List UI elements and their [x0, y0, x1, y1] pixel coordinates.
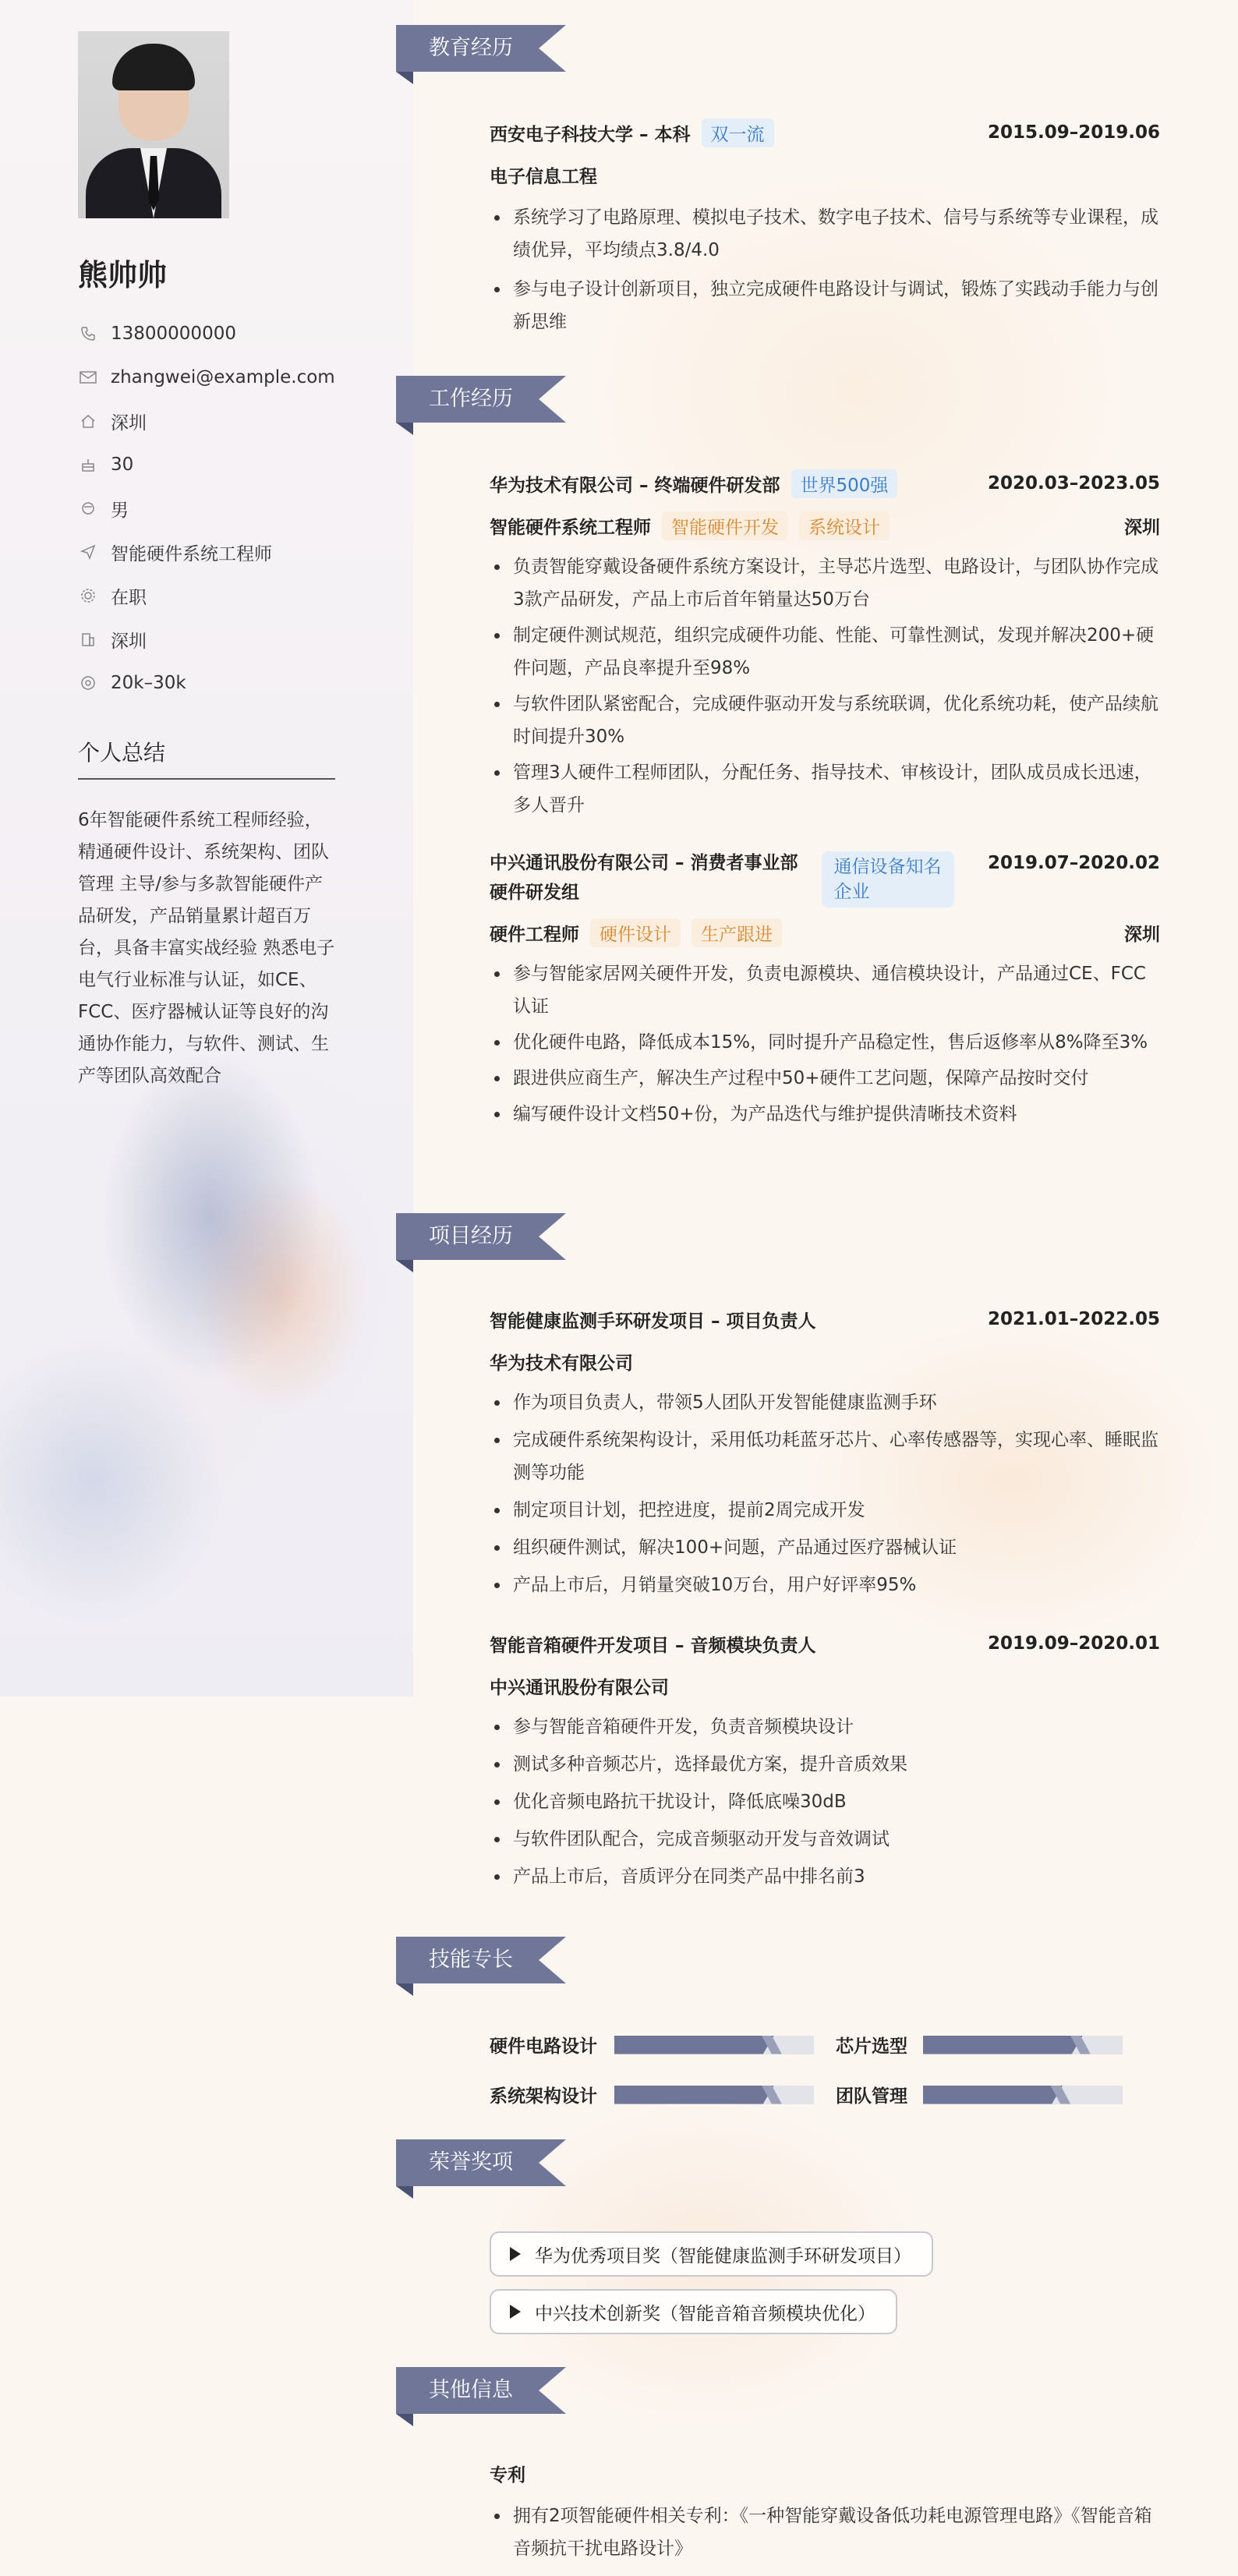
phone-text: 13800000000: [111, 324, 236, 344]
project-company: 中兴通讯股份有限公司: [490, 1677, 669, 1698]
info-phone: [78, 312, 390, 356]
gender-icon: [78, 498, 98, 518]
list-item: 管理3人硬件工程师团队，分配任务、指导技术、审核设计，团队成员成长迅速，多人晋升: [490, 756, 1160, 822]
list-item: 优化硬件电路，降低成本15%，同时提升产品稳定性，售后返修率从8%降至3%: [490, 1026, 1160, 1059]
summary-title: 个人总结: [78, 740, 166, 766]
skill-name: 芯片选型: [836, 2036, 907, 2057]
email-text: zhangwei@example.com: [111, 367, 335, 387]
role-tag: 硬件设计: [590, 918, 681, 947]
other-subtitle: 专利: [490, 2465, 525, 2486]
profile-photo: [78, 31, 229, 218]
cake-icon: [78, 455, 98, 475]
work-bullets: [490, 957, 1160, 1131]
work-city: 深圳: [1124, 924, 1160, 945]
section-title: 荣誉奖项: [429, 2150, 513, 2174]
info-status: [78, 574, 390, 617]
work-date: 2020.03–2023.05: [987, 473, 1160, 494]
role-tag: 智能硬件开发: [662, 511, 788, 540]
play-icon: [510, 2247, 521, 2261]
list-item: 测试多种音频芯片，选择最优方案，提升音质效果: [490, 1748, 1160, 1781]
skill-name: 硬件电路设计: [490, 2036, 597, 2057]
section-title: 项目经历: [429, 1224, 513, 1248]
list-item: 系统学习了电路原理、模拟电子技术、数字电子技术、信号与系统等专业课程，成绩优异，平均绩点3.8/4.0: [490, 201, 1160, 267]
project-bullets: [490, 1711, 1160, 1893]
school-badge: 双一流: [702, 119, 774, 147]
position-text: 智能硬件系统工程师: [111, 543, 272, 564]
list-item: 与软件团队紧密配合，完成硬件驱动开发与系统联调，优化系统功耗，使产品续航时间提升30%: [490, 688, 1160, 753]
send-icon: [78, 542, 98, 562]
other-bullets: [490, 2500, 1160, 2565]
award-item: 中兴技术创新奖（智能音箱音频模块优化）: [490, 2289, 897, 2334]
list-item: 完成硬件系统架构设计，采用低功耗蓝牙芯片、心率传感器等，实现心率、睡眠监测等功能: [490, 1424, 1160, 1489]
skill-item: [836, 2082, 1123, 2107]
age-text: 30: [111, 455, 134, 475]
education-block: [490, 117, 1160, 338]
project-title: 智能健康监测手环研发项目 – 项目负责人: [490, 1311, 816, 1332]
skill-bar: [923, 2086, 1123, 2104]
list-item: 跟进供应商生产，解决生产过程中50+硬件工艺问题，保障产品按时交付: [490, 1062, 1160, 1095]
list-item: 产品上市后，月销量突破10万台，用户好评率95%: [490, 1569, 1160, 1601]
project-company: 华为技术有限公司: [490, 1353, 633, 1374]
gender-text: 男: [111, 500, 129, 521]
info-gender: [78, 487, 390, 530]
info-target-city: [78, 617, 390, 661]
info-position: [78, 530, 390, 574]
skill-bar: [923, 2036, 1123, 2054]
project-date: 2021.01–2022.05: [987, 1309, 1160, 1329]
section-title: 技能专长: [429, 1948, 513, 1972]
education-major: 电子信息工程: [490, 166, 597, 187]
contact-info: [78, 312, 390, 705]
profile-name: 熊帅帅: [78, 258, 168, 292]
project-bullets: [490, 1386, 1160, 1601]
coin-icon: [78, 673, 98, 693]
summary-text: 6年智能硬件系统工程师经验，精通硬件设计、系统架构、团队管理 主导/参与多款智能硬件产品研发，产品销量累计超百万台，具备丰富实战经验 熟悉电子电气行业标准与认证，如CE、FCC、医疗器械认证等良好的沟通协作能力，与软件、测试、生产等团队高效配合: [78, 810, 335, 1086]
list-item: 与软件团队配合，完成音频驱动开发与音效调试: [490, 1823, 1160, 1856]
info-age: [78, 443, 390, 487]
mail-icon: [78, 367, 98, 387]
company-badge: 世界500强: [791, 469, 898, 498]
role-tag: 系统设计: [799, 511, 890, 540]
home-icon: [78, 411, 98, 431]
section-title: 工作经历: [429, 387, 513, 411]
work-company: 中兴通讯股份有限公司 – 消费者事业部 硬件研发组: [490, 853, 798, 903]
list-item: 产品上市后，音质评分在同类产品中排名前3: [490, 1860, 1160, 1893]
project-title: 智能音箱硬件开发项目 – 音频模块负责人: [490, 1635, 816, 1656]
work-company: 华为技术有限公司 – 终端硬件研发部 世界500强: [490, 469, 897, 498]
section-title: 教育经历: [429, 36, 513, 60]
sidebar: [0, 0, 413, 1697]
info-email: [78, 356, 390, 399]
play-icon: [510, 2305, 521, 2319]
work-block-2: [490, 848, 1160, 1131]
target-city-text: 深圳: [111, 631, 147, 652]
skill-item: [490, 2082, 814, 2107]
salary-text: 20k–30k: [111, 673, 186, 693]
project-date: 2019.09–2020.01: [987, 1633, 1160, 1654]
skill-bar: [614, 2086, 814, 2104]
work-city: 深圳: [1124, 517, 1160, 538]
gear-icon: [78, 586, 98, 606]
education-date: 2015.09–2019.06: [987, 122, 1160, 143]
status-text: 在职: [111, 587, 147, 608]
skill-name: 系统架构设计: [490, 2086, 597, 2107]
info-salary: [78, 661, 390, 705]
work-role: 智能硬件系统工程师 智能硬件开发 系统设计: [490, 511, 890, 540]
education-bullets: [490, 201, 1160, 338]
skill-name: 团队管理: [836, 2086, 907, 2107]
work-bullets: [490, 550, 1160, 822]
work-role: 硬件工程师 硬件设计 生产跟进: [490, 918, 782, 947]
info-location: [78, 399, 390, 443]
list-item: 负责智能穿戴设备硬件系统方案设计，主导芯片选型、电路设计，与团队协作完成3款产品研发，产品上市后首年销量达50万台: [490, 550, 1160, 616]
list-item: 拥有2项智能硬件相关专利：《一种智能穿戴设备低功耗电源管理电路》《智能音箱音频抗干扰电路设计》: [490, 2500, 1160, 2565]
skill-bar: [614, 2036, 814, 2054]
skill-item: [490, 2032, 814, 2058]
list-item: 作为项目负责人，带领5人团队开发智能健康监测手环: [490, 1386, 1160, 1419]
company-badge: 通信设备知名 企业: [822, 851, 954, 908]
list-item: 参与电子设计创新项目，独立完成硬件电路设计与调试，锻炼了实践动手能力与创新思维: [490, 273, 1160, 338]
list-item: 优化音频电路抗干扰设计，降低底噪30dB: [490, 1785, 1160, 1818]
phone-icon: [78, 324, 98, 344]
building-icon: [78, 629, 98, 649]
list-item: 制定硬件测试规范，组织完成硬件功能、性能、可靠性测试，发现并解决200+硬件问题，产品良率提升至98%: [490, 619, 1160, 685]
list-item: 制定项目计划，把控进度，提前2周完成开发: [490, 1494, 1160, 1527]
list-item: 编写硬件设计文档50+份，为产品迭代与维护提供清晰技术资料: [490, 1098, 1160, 1131]
other-block: [490, 2457, 1160, 2565]
location-text: 深圳: [111, 412, 147, 433]
work-block-1: [490, 468, 1160, 822]
award-item: 华为优秀项目奖（智能健康监测手环研发项目）: [490, 2231, 933, 2277]
project-block-1: [490, 1304, 1160, 1601]
section-title: 其他信息: [429, 2378, 513, 2402]
list-item: 参与智能家居网关硬件开发，负责电源模块、通信模块设计，产品通过CE、FCC认证: [490, 957, 1160, 1023]
role-tag: 生产跟进: [692, 918, 782, 947]
skill-item: [836, 2032, 1123, 2058]
project-block-2: [490, 1628, 1160, 1893]
list-item: 组织硬件测试，解决100+问题，产品通过医疗器械认证: [490, 1531, 1160, 1564]
work-date: 2019.07–2020.02: [987, 853, 1160, 873]
education-school: 西安电子科技大学 – 本科 双一流: [490, 119, 774, 147]
list-item: 参与智能音箱硬件开发，负责音频模块设计: [490, 1711, 1160, 1743]
summary-divider: [78, 778, 335, 780]
